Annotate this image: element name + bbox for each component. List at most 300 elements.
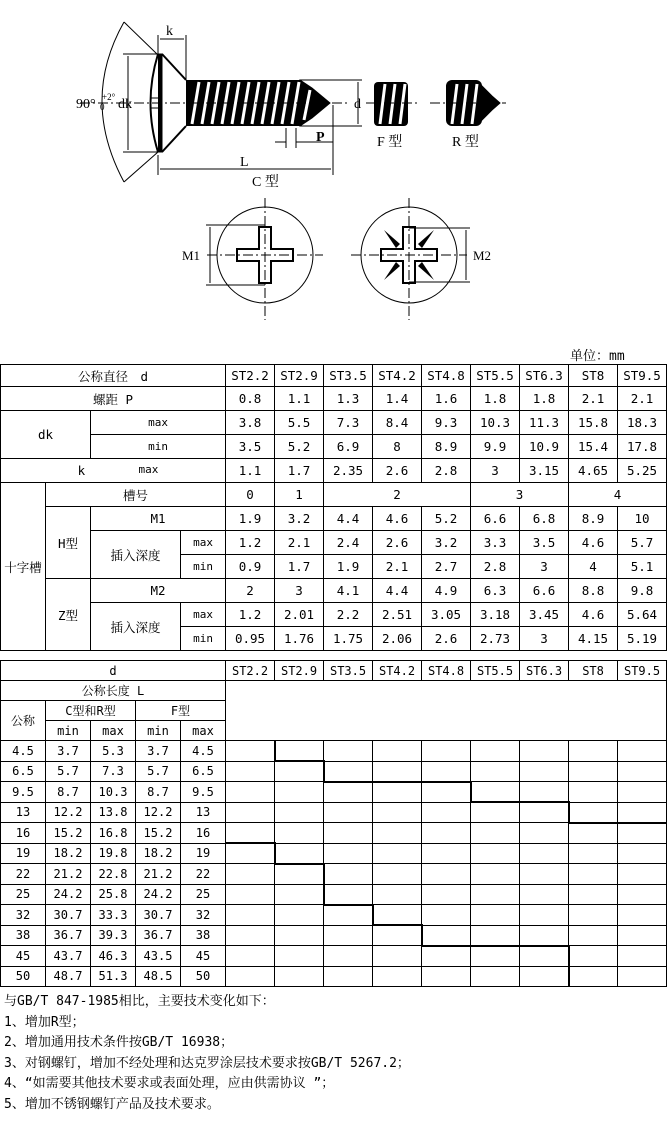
size-header: ST2.9: [275, 365, 324, 387]
value-cell: 5.5: [275, 411, 324, 435]
range-cell: [471, 946, 520, 967]
length-limit: 46.3: [91, 946, 136, 967]
range-cell: [373, 946, 422, 967]
range-cell: [373, 823, 422, 844]
nominal-length: 45: [1, 946, 46, 967]
length-limit: 10.3: [91, 782, 136, 803]
m2-label: M2: [473, 248, 492, 263]
max-label: max: [181, 721, 226, 741]
value-cell: 2: [226, 579, 275, 603]
k-label: k: [77, 463, 86, 478]
range-cell: [373, 843, 422, 864]
z-type-label: Z型: [46, 579, 91, 651]
range-cell: [569, 782, 618, 803]
range-cell: [520, 843, 569, 864]
size-header: ST8: [569, 661, 618, 681]
nominal-label: 公称: [1, 701, 46, 741]
range-cell: [324, 741, 373, 762]
value-cell: 2.4: [324, 531, 373, 555]
value-cell: 5.7: [618, 531, 667, 555]
range-cell: [618, 946, 667, 967]
range-cell: [422, 884, 471, 905]
recess-no-cell: 4: [569, 483, 667, 507]
range-cell: [324, 925, 373, 946]
range-cell: [275, 843, 324, 864]
value-cell: 3.5: [226, 435, 275, 459]
value-cell: 3.5: [520, 531, 569, 555]
range-cell: [324, 823, 373, 844]
range-cell: [226, 761, 275, 782]
dk-label: dk: [118, 97, 132, 112]
nominal-length: 13: [1, 802, 46, 823]
range-cell: [373, 782, 422, 803]
value-cell: 6.6: [471, 507, 520, 531]
value-cell: 1.8: [520, 387, 569, 411]
recess-no-cell: 1: [275, 483, 324, 507]
range-cell: [226, 823, 275, 844]
length-limit: 15.2: [46, 823, 91, 844]
nominal-length: 9.5: [1, 782, 46, 803]
value-cell: 0.9: [226, 555, 275, 579]
length-limit: 22.8: [91, 864, 136, 885]
value-cell: 1.2: [226, 603, 275, 627]
range-cell: [373, 905, 422, 926]
value-cell: 6.6: [520, 579, 569, 603]
value-cell: 2.1: [569, 387, 618, 411]
size-header: ST8: [569, 365, 618, 387]
range-cell: [422, 802, 471, 823]
range-cell: [569, 905, 618, 926]
range-cell: [471, 864, 520, 885]
value-cell: 1.6: [422, 387, 471, 411]
range-cell: [422, 925, 471, 946]
value-cell: 3.3: [471, 531, 520, 555]
range-cell: [226, 802, 275, 823]
value-cell: 4.1: [324, 579, 373, 603]
type-c-label: C 型: [252, 175, 279, 190]
range-cell: [569, 966, 618, 986]
range-cell: [422, 864, 471, 885]
note-line: 1、增加R型；: [4, 1014, 85, 1030]
range-cell: [275, 884, 324, 905]
type-r-label: R 型: [452, 135, 479, 150]
range-cell: [618, 966, 667, 986]
range-cell: [373, 966, 422, 986]
length-limit: 48.7: [46, 966, 91, 986]
angle-label: 90°: [76, 97, 96, 112]
value-cell: 2.6: [373, 459, 422, 483]
value-cell: 4.6: [373, 507, 422, 531]
recess-label: 十字槽: [1, 483, 46, 651]
range-cell: [422, 782, 471, 803]
value-cell: 15.8: [569, 411, 618, 435]
range-cell: [275, 864, 324, 885]
length-limit: 45: [181, 946, 226, 967]
value-cell: 8.8: [569, 579, 618, 603]
recess-no-label: 槽号: [46, 483, 226, 507]
value-cell: 3: [275, 579, 324, 603]
value-cell: 3.8: [226, 411, 275, 435]
angle-plus-tol: +2°: [102, 92, 116, 102]
value-cell: 5.2: [275, 435, 324, 459]
value-cell: 2.06: [373, 627, 422, 651]
nominal-length: 6.5: [1, 761, 46, 782]
range-cell: [520, 761, 569, 782]
range-cell: [275, 823, 324, 844]
nominal-length: 4.5: [1, 741, 46, 762]
header-row: [1, 661, 667, 681]
range-cell: [373, 925, 422, 946]
length-limit: 19.8: [91, 843, 136, 864]
value-cell: 17.8: [618, 435, 667, 459]
length-limit: 43.7: [46, 946, 91, 967]
range-cell: [275, 741, 324, 762]
size-header: ST6.3: [520, 365, 569, 387]
range-cell: [275, 802, 324, 823]
value-cell: 3.05: [422, 603, 471, 627]
table-row: [1, 603, 667, 627]
range-cell: [275, 946, 324, 967]
range-cell: [618, 843, 667, 864]
value-cell: 3.2: [275, 507, 324, 531]
size-header: ST4.2: [373, 365, 422, 387]
range-cell: [422, 946, 471, 967]
range-cell: [422, 741, 471, 762]
recess-no-cell: 2: [324, 483, 471, 507]
range-cell: [618, 905, 667, 926]
length-limit: 18.2: [46, 843, 91, 864]
length-limit: 3.7: [136, 741, 181, 762]
length-limit: 24.2: [46, 884, 91, 905]
value-cell: 4.6: [569, 603, 618, 627]
range-cell: [618, 741, 667, 762]
range-cell: [226, 864, 275, 885]
max-label: max: [181, 603, 226, 627]
value-cell: 2.7: [422, 555, 471, 579]
length-limit: 32: [181, 905, 226, 926]
value-cell: 1.8: [471, 387, 520, 411]
range-cell: [618, 802, 667, 823]
value-cell: 0.8: [226, 387, 275, 411]
value-cell: 8.9: [422, 435, 471, 459]
length-limit: 9.5: [181, 782, 226, 803]
range-cell: [226, 946, 275, 967]
table-row: [1, 966, 667, 986]
length-limit: 13.8: [91, 802, 136, 823]
value-cell: 11.3: [520, 411, 569, 435]
table-row: [1, 741, 667, 762]
length-limit: 3.7: [46, 741, 91, 762]
value-cell: 5.25: [618, 459, 667, 483]
length-limit: 36.7: [46, 925, 91, 946]
value-cell: 2.73: [471, 627, 520, 651]
value-cell: 1.1: [226, 459, 275, 483]
length-limit: 12.2: [46, 802, 91, 823]
value-cell: 1.7: [275, 555, 324, 579]
length-limit: 25.8: [91, 884, 136, 905]
value-cell: 7.3: [324, 411, 373, 435]
m1-label: M1: [91, 507, 226, 531]
size-header: ST2.2: [226, 661, 275, 681]
size-header: ST6.3: [520, 661, 569, 681]
d-header: d: [1, 661, 226, 681]
value-cell: 2.8: [471, 555, 520, 579]
nominal-length: 16: [1, 823, 46, 844]
d-label: d: [354, 97, 361, 112]
value-cell: 1.4: [373, 387, 422, 411]
value-cell: 4.6: [569, 531, 618, 555]
range-cell: [569, 802, 618, 823]
note-line: 3、对钢螺钉，增加不经处理和达克罗涂层技术要求按GB/T 5267.2；: [4, 1055, 410, 1071]
value-cell: 3: [471, 459, 520, 483]
value-cell: 8.4: [373, 411, 422, 435]
value-cell: 5.1: [618, 555, 667, 579]
p-label: P: [316, 130, 325, 145]
range-cell: [618, 925, 667, 946]
k-max-label: [1, 459, 226, 483]
length-limit: 18.2: [136, 843, 181, 864]
range-cell: [324, 843, 373, 864]
value-cell: 1.3: [324, 387, 373, 411]
length-limit: 36.7: [136, 925, 181, 946]
table-row: [1, 802, 667, 823]
min-label: min: [91, 435, 226, 459]
value-cell: 4.65: [569, 459, 618, 483]
value-cell: 10: [618, 507, 667, 531]
value-cell: 2.2: [324, 603, 373, 627]
range-cell: [275, 905, 324, 926]
pitch-label: 螺距 P: [1, 387, 226, 411]
length-limit: 7.3: [91, 761, 136, 782]
value-cell: 2.35: [324, 459, 373, 483]
max-label: max: [181, 531, 226, 555]
value-cell: 6.9: [324, 435, 373, 459]
value-cell: 1.1: [275, 387, 324, 411]
length-limit: 5.7: [46, 761, 91, 782]
depth-label: 插入深度: [91, 603, 181, 651]
range-cell: [618, 864, 667, 885]
range-cell: [471, 905, 520, 926]
size-header: ST2.2: [226, 365, 275, 387]
value-cell: 9.8: [618, 579, 667, 603]
length-limit: 15.2: [136, 823, 181, 844]
length-table: [0, 660, 667, 987]
nominal-length: 19: [1, 843, 46, 864]
range-cell: [520, 782, 569, 803]
value-cell: 2.1: [373, 555, 422, 579]
range-cell: [373, 741, 422, 762]
range-cell: [373, 761, 422, 782]
range-cell: [569, 843, 618, 864]
max-label: max: [91, 721, 136, 741]
value-cell: 4.15: [569, 627, 618, 651]
range-cell: [520, 741, 569, 762]
range-cell: [422, 823, 471, 844]
length-limit: 39.3: [91, 925, 136, 946]
range-cell: [324, 782, 373, 803]
value-cell: 5.64: [618, 603, 667, 627]
length-limit: 50: [181, 966, 226, 986]
dimension-table: [0, 364, 667, 651]
value-cell: 4.9: [422, 579, 471, 603]
table-row: [1, 435, 667, 459]
size-header: ST3.5: [324, 661, 373, 681]
value-cell: 1.75: [324, 627, 373, 651]
range-cell: [520, 925, 569, 946]
length-limit: 19: [181, 843, 226, 864]
range-cell: [520, 884, 569, 905]
range-cell: [324, 946, 373, 967]
nominal-length: 32: [1, 905, 46, 926]
value-cell: 2.6: [422, 627, 471, 651]
range-cell: [324, 884, 373, 905]
range-cell: [226, 966, 275, 986]
table-row: [1, 579, 667, 603]
length-limit: 21.2: [46, 864, 91, 885]
value-cell: 18.3: [618, 411, 667, 435]
range-cell: [471, 823, 520, 844]
unit-label: 单位：mm: [570, 349, 625, 364]
table-row: [1, 459, 667, 483]
length-limit: 30.7: [136, 905, 181, 926]
range-cell: [520, 823, 569, 844]
range-cell: [275, 925, 324, 946]
length-limit: 48.5: [136, 966, 181, 986]
value-cell: 0.95: [226, 627, 275, 651]
value-cell: 9.9: [471, 435, 520, 459]
value-cell: 9.3: [422, 411, 471, 435]
range-cell: [324, 802, 373, 823]
table-row: [1, 483, 667, 507]
size-header: ST4.2: [373, 661, 422, 681]
value-cell: 2.51: [373, 603, 422, 627]
range-cell: [324, 966, 373, 986]
length-limit: 38: [181, 925, 226, 946]
blank-cell: [226, 681, 667, 741]
value-cell: 1.9: [226, 507, 275, 531]
length-limit: 5.7: [136, 761, 181, 782]
value-cell: 1.76: [275, 627, 324, 651]
range-cell: [471, 925, 520, 946]
length-limit: 22: [181, 864, 226, 885]
size-header: ST4.8: [422, 661, 471, 681]
range-cell: [471, 761, 520, 782]
range-cell: [422, 966, 471, 986]
value-cell: 15.4: [569, 435, 618, 459]
range-cell: [569, 946, 618, 967]
h-type-label: H型: [46, 507, 91, 579]
table-row: [1, 884, 667, 905]
value-cell: 10.9: [520, 435, 569, 459]
max-label: max: [91, 411, 226, 435]
range-cell: [471, 843, 520, 864]
length-limit: 51.3: [91, 966, 136, 986]
recess-no-cell: 3: [471, 483, 569, 507]
min-label: min: [46, 721, 91, 741]
nominal-length: 25: [1, 884, 46, 905]
value-cell: 1.2: [226, 531, 275, 555]
min-label: min: [181, 555, 226, 579]
range-cell: [618, 884, 667, 905]
range-cell: [226, 925, 275, 946]
range-cell: [618, 761, 667, 782]
length-limit: 4.5: [181, 741, 226, 762]
value-cell: 4.4: [324, 507, 373, 531]
technical-notes: [4, 992, 410, 1115]
range-cell: [226, 843, 275, 864]
size-header: ST2.9: [275, 661, 324, 681]
table-row: [1, 905, 667, 926]
nominal-length: 38: [1, 925, 46, 946]
value-cell: 8.9: [569, 507, 618, 531]
range-cell: [471, 884, 520, 905]
value-cell: 2.6: [373, 531, 422, 555]
range-cell: [569, 925, 618, 946]
range-cell: [569, 741, 618, 762]
range-cell: [471, 966, 520, 986]
table-row: [1, 782, 667, 803]
value-cell: 2.01: [275, 603, 324, 627]
value-cell: 8: [373, 435, 422, 459]
value-cell: 3.18: [471, 603, 520, 627]
value-cell: 3.45: [520, 603, 569, 627]
range-cell: [520, 864, 569, 885]
table-row: [1, 531, 667, 555]
size-header: ST9.5: [618, 365, 667, 387]
max-label: max: [138, 463, 159, 476]
value-cell: 3.15: [520, 459, 569, 483]
length-limit: 13: [181, 802, 226, 823]
value-cell: 6.8: [520, 507, 569, 531]
range-cell: [618, 782, 667, 803]
length-limit: 43.5: [136, 946, 181, 967]
nominal-diameter-header: 公称直径 d: [1, 365, 226, 387]
range-cell: [226, 884, 275, 905]
range-cell: [226, 905, 275, 926]
value-cell: 4: [569, 555, 618, 579]
min-label: min: [136, 721, 181, 741]
table-row: [1, 843, 667, 864]
range-cell: [275, 782, 324, 803]
value-cell: 5.2: [422, 507, 471, 531]
range-cell: [520, 802, 569, 823]
size-header: ST5.5: [471, 661, 520, 681]
min-label: min: [181, 627, 226, 651]
f-type-label: F型: [136, 701, 226, 721]
range-cell: [422, 761, 471, 782]
value-cell: 2.1: [275, 531, 324, 555]
m2-label: M2: [91, 579, 226, 603]
depth-label: 插入深度: [91, 531, 181, 579]
recess-no-cell: 0: [226, 483, 275, 507]
value-cell: 2.8: [422, 459, 471, 483]
nominal-length: 50: [1, 966, 46, 986]
note-line: 与GB/T 847-1985相比，主要技术变化如下：: [4, 994, 275, 1009]
length-limit: 5.3: [91, 741, 136, 762]
length-limit: 6.5: [181, 761, 226, 782]
length-limit: 8.7: [136, 782, 181, 803]
note-line: 5、增加不锈钢螺钉产品及技术要求。: [4, 1096, 220, 1112]
range-cell: [226, 741, 275, 762]
m1-label: M1: [182, 248, 201, 263]
angle-minus-tol: 0: [100, 102, 105, 112]
note-line: 2、增加通用技术条件按GB/T 16938；: [4, 1035, 234, 1050]
dk-label: dk: [1, 411, 91, 459]
table-row: [1, 411, 667, 435]
length-limit: 30.7: [46, 905, 91, 926]
table-row: [1, 823, 667, 844]
header-row: [1, 365, 667, 387]
